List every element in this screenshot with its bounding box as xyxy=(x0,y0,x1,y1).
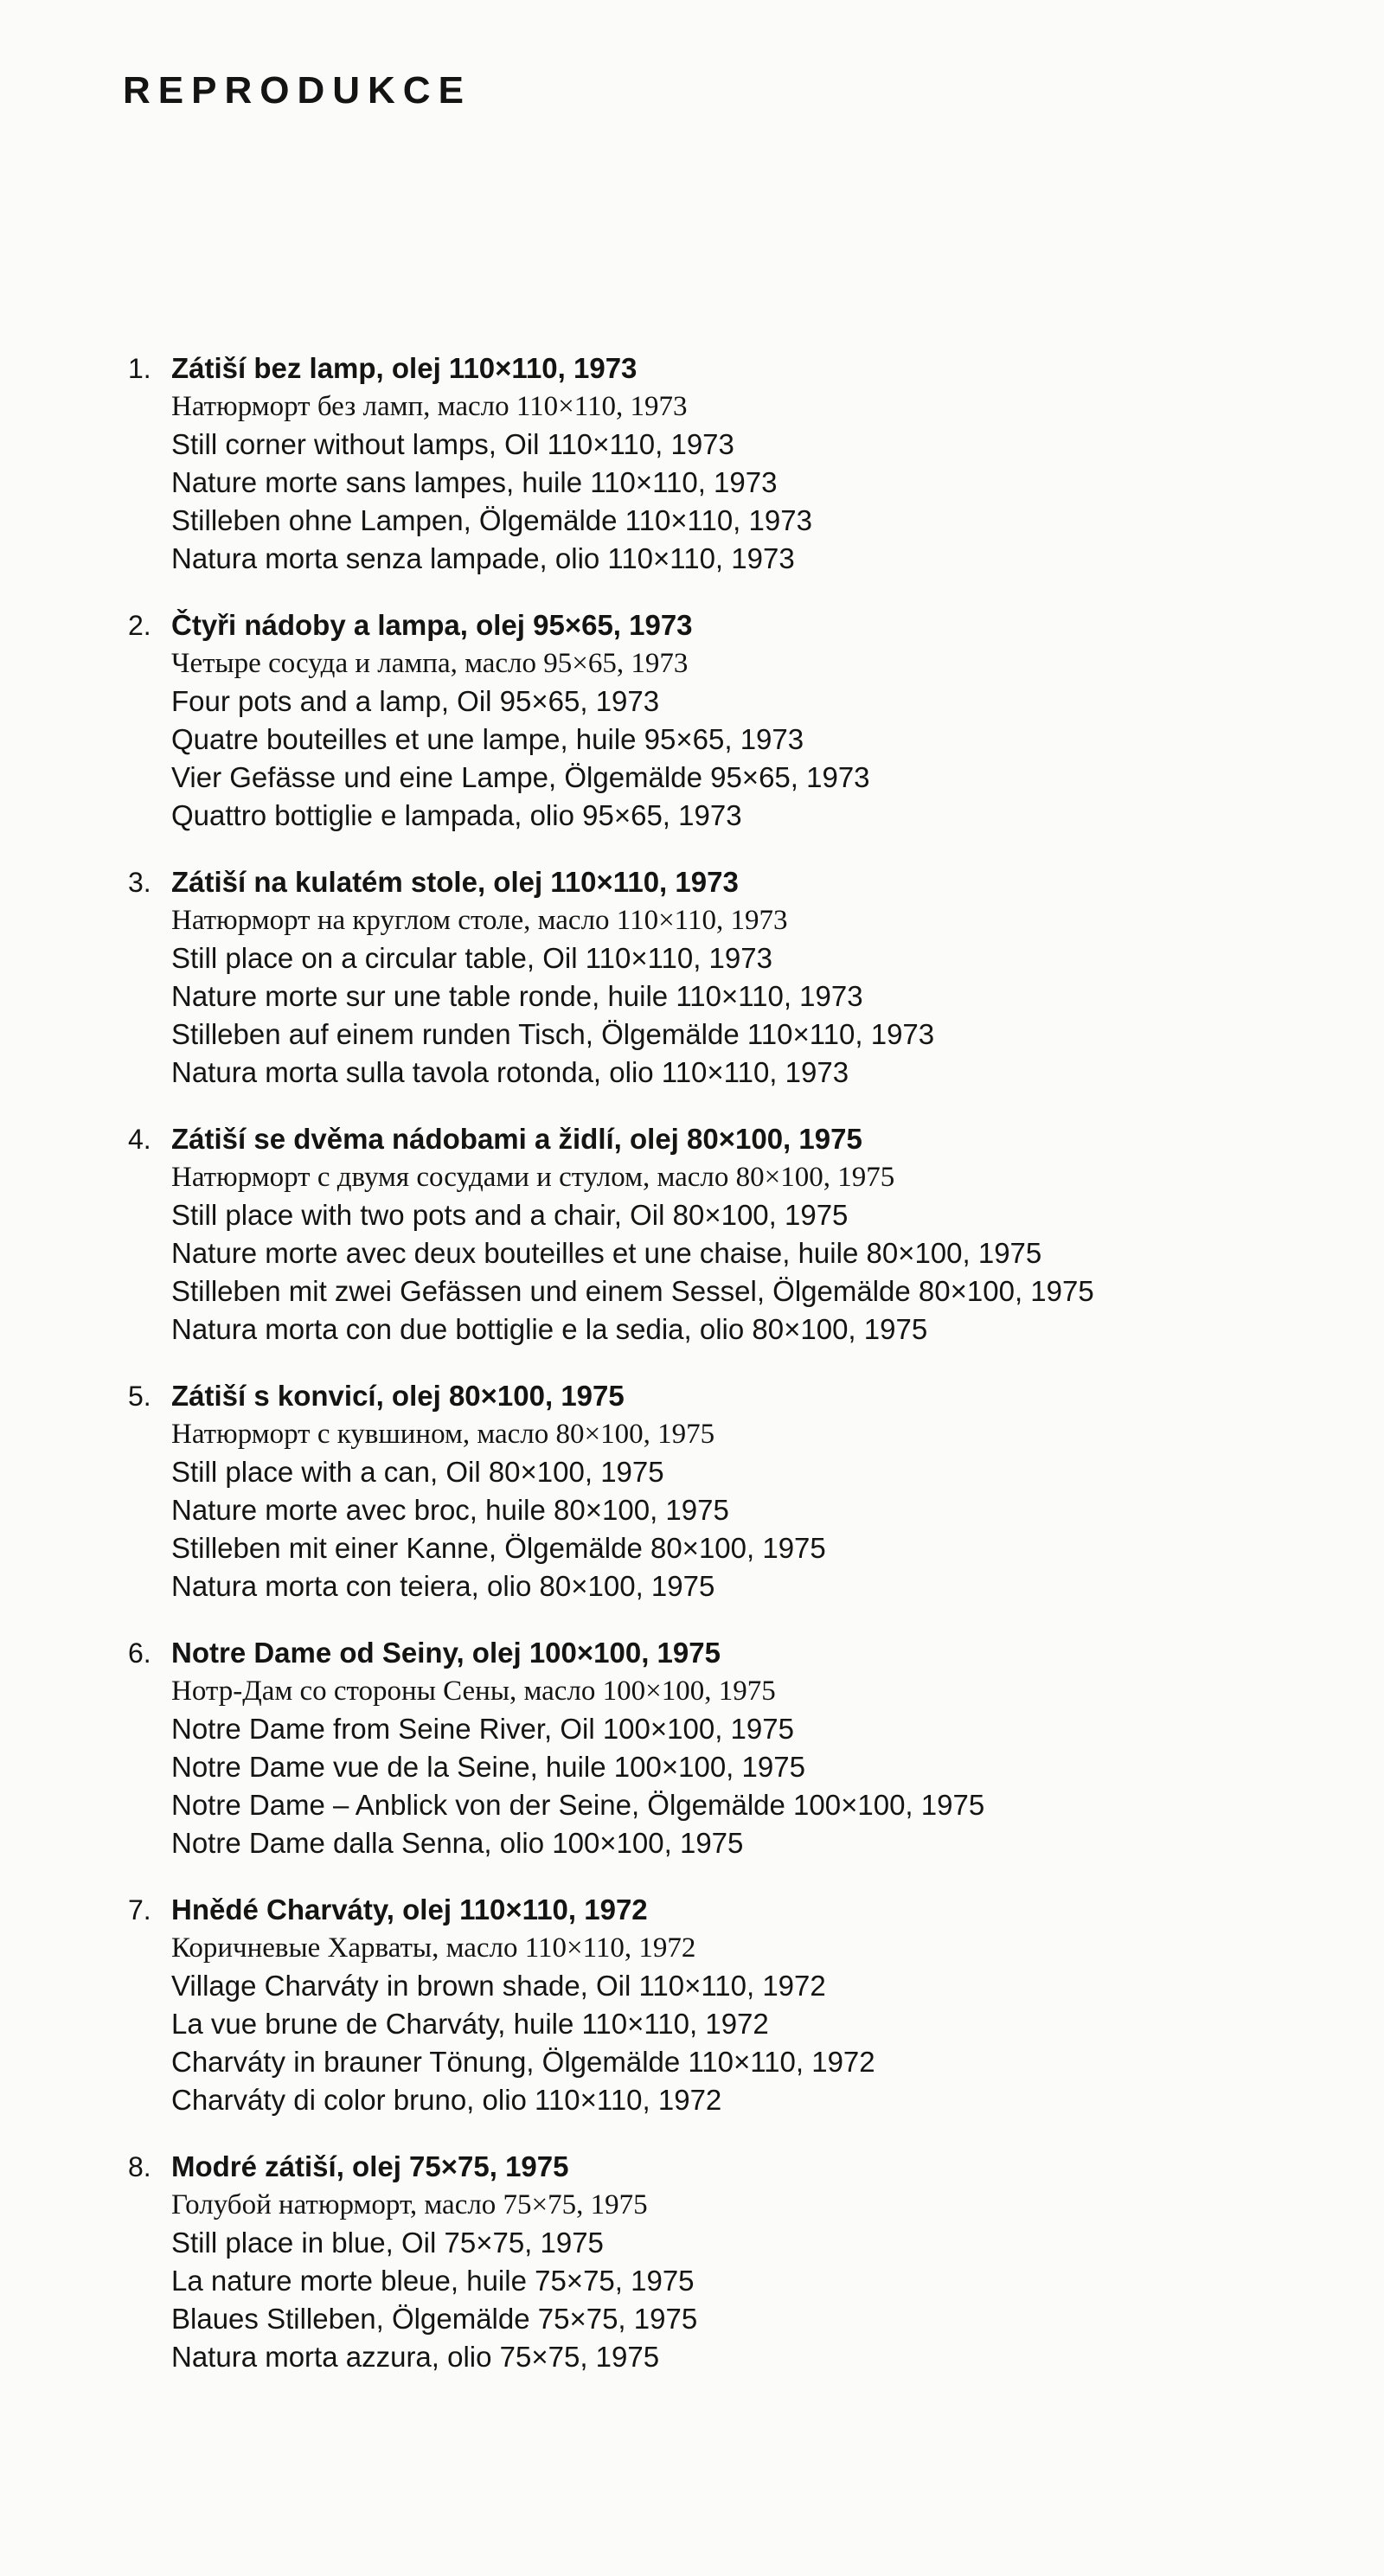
entry-line-russian: Натюрморт без ламп, масло 110×110, 1973 xyxy=(171,391,688,422)
entry-line-english: Still place with a can, Oil 80×100, 1975 xyxy=(171,1456,664,1488)
entry-line-french: La vue brune de Charváty, huile 110×110, 1972 xyxy=(171,2008,769,2040)
entry-line-german: Notre Dame – Anblick von der Seine, Ölgemälde 100×100, 1975 xyxy=(171,1789,985,1821)
list-item xyxy=(121,1634,1349,1862)
list-item xyxy=(121,349,1349,578)
entry-line-german: Stilleben mit einer Kanne, Ölgemälde 80×100, 1975 xyxy=(171,1532,826,1564)
list-item xyxy=(121,1377,1349,1605)
entry-line-french: Nature morte avec deux bouteilles et une chaise, huile 80×100, 1975 xyxy=(171,1237,1042,1269)
list-item xyxy=(121,2148,1349,2376)
entry-line-french: Nature morte sans lampes, huile 110×110, 1973 xyxy=(171,466,778,498)
entry-line-italian: Notre Dame dalla Senna, olio 100×100, 1975 xyxy=(171,1827,744,1859)
entry-line-russian: Коричневые Харваты, масло 110×110, 1972 xyxy=(171,1932,696,1964)
entry-title: Zátiší na kulatém stole, olej 110×110, 1973 xyxy=(171,866,739,898)
entry-line-russian: Натюрморт с кувшином, масло 80×100, 1975 xyxy=(171,1419,715,1450)
entry-line-italian: Natura morta sulla tavola rotonda, olio 110×110, 1973 xyxy=(171,1056,849,1088)
list-item xyxy=(121,1120,1349,1349)
entry-line-russian: Натюрморт с двумя сосудами и стулом, масло 80×100, 1975 xyxy=(171,1162,895,1193)
entry-number: 8. xyxy=(128,2151,151,2182)
entry-line-english: Still place with two pots and a chair, Oil 80×100, 1975 xyxy=(171,1199,849,1231)
entry-line-italian: Natura morta senza lampade, olio 110×110, 1973 xyxy=(171,542,795,574)
entry-line-italian: Natura morta con due bottiglie e la sedia, olio 80×100, 1975 xyxy=(171,1313,928,1345)
entry-title: Zátiší se dvěma nádobami a židlí, olej 80×100, 1975 xyxy=(171,1123,862,1155)
list-item xyxy=(121,606,1349,835)
entry-title: Modré zátiší, olej 75×75, 1975 xyxy=(171,2150,569,2182)
entry-line-french: La nature morte bleue, huile 75×75, 1975 xyxy=(171,2265,695,2297)
entry-title: Notre Dame od Seiny, olej 100×100, 1975 xyxy=(171,1637,721,1669)
entry-title: Zátiší bez lamp, olej 110×110, 1973 xyxy=(171,352,638,384)
entry-line-english: Notre Dame from Seine River, Oil 100×100, 1975 xyxy=(171,1713,794,1745)
entry-line-french: Notre Dame vue de la Seine, huile 100×100, 1975 xyxy=(171,1751,805,1783)
entry-line-french: Quatre bouteilles et une lampe, huile 95×65, 1973 xyxy=(171,723,804,755)
list-item xyxy=(121,863,1349,1092)
entry-line-italian: Natura morta azzura, olio 75×75, 1975 xyxy=(171,2341,660,2373)
entry-line-german: Vier Gefässe und eine Lampe, Ölgemälde 95×65, 1973 xyxy=(171,761,870,793)
entry-title: Hnědé Charváty, olej 110×110, 1972 xyxy=(171,1894,648,1926)
page-title: REPRODUKCE xyxy=(123,69,471,112)
entry-line-italian: Quattro bottiglie e lampada, olio 95×65, 1973 xyxy=(171,799,742,831)
entry-line-english: Still corner without lamps, Oil 110×110, 1973 xyxy=(171,428,734,460)
entry-line-french: Nature morte sur une table ronde, huile 110×110, 1973 xyxy=(171,980,863,1012)
entry-line-english: Still place in blue, Oil 75×75, 1975 xyxy=(171,2227,604,2259)
entry-line-russian: Голубой натюрморт, масло 75×75, 1975 xyxy=(171,2189,648,2220)
entry-line-english: Village Charváty in brown shade, Oil 110×110, 1972 xyxy=(171,1970,826,2002)
entry-number: 2. xyxy=(128,610,151,641)
entry-line-english: Still place on a circular table, Oil 110×110, 1973 xyxy=(171,942,772,974)
entry-line-german: Blaues Stilleben, Ölgemälde 75×75, 1975 xyxy=(171,2303,698,2335)
entry-number: 3. xyxy=(128,867,151,898)
entry-number: 5. xyxy=(128,1381,151,1412)
list-item xyxy=(121,1891,1349,2119)
entry-line-english: Four pots and a lamp, Oil 95×65, 1973 xyxy=(171,685,660,717)
entry-title: Zátiší s konvicí, olej 80×100, 1975 xyxy=(171,1380,625,1412)
entry-line-german: Stilleben ohne Lampen, Ölgemälde 110×110, 1973 xyxy=(171,504,812,536)
entry-number: 4. xyxy=(128,1124,151,1155)
entry-line-russian: Натюрморт на круглом столе, масло 110×110, 1973 xyxy=(171,905,788,936)
entry-line-french: Nature morte avec broc, huile 80×100, 1975 xyxy=(171,1494,729,1526)
entry-line-russian: Четыре сосуда и лампа, масло 95×65, 1973 xyxy=(171,648,689,679)
reproduction-list xyxy=(121,349,1349,2405)
entry-number: 6. xyxy=(128,1637,151,1669)
entry-line-italian: Natura morta con teiera, olio 80×100, 1975 xyxy=(171,1570,715,1602)
entry-line-italian: Charváty di color bruno, olio 110×110, 1972 xyxy=(171,2084,722,2116)
entry-line-german: Stilleben mit zwei Gefässen und einem Sessel, Ölgemälde 80×100, 1975 xyxy=(171,1275,1094,1307)
entry-number: 7. xyxy=(128,1894,151,1926)
entry-line-russian: Нотр-Дам со стороны Сены, масло 100×100, 1975 xyxy=(171,1676,776,1707)
entry-title: Čtyři nádoby a lampa, olej 95×65, 1973 xyxy=(171,609,693,641)
entry-line-german: Charváty in brauner Tönung, Ölgemälde 110×110, 1972 xyxy=(171,2046,875,2078)
entry-line-german: Stilleben auf einem runden Tisch, Ölgemälde 110×110, 1973 xyxy=(171,1018,935,1050)
entry-number: 1. xyxy=(128,353,151,384)
